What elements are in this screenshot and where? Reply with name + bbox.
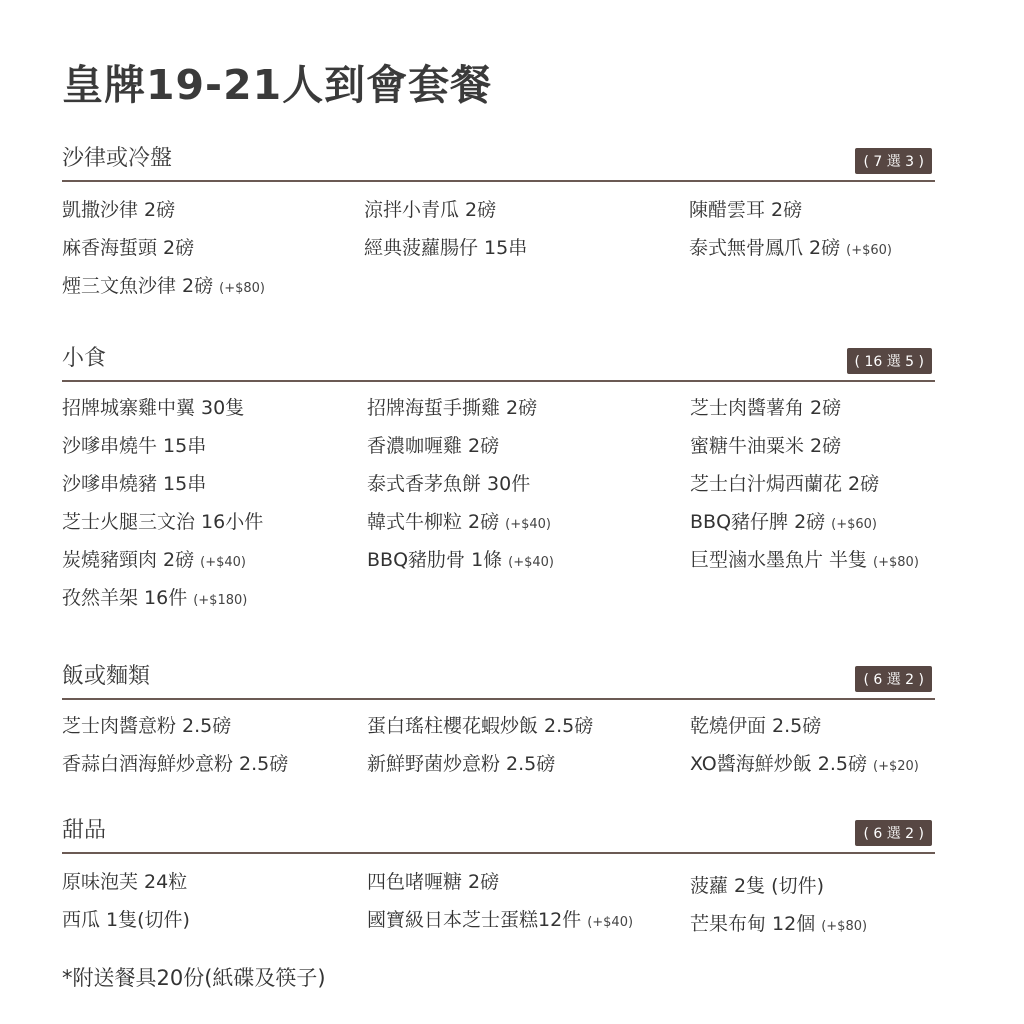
- page-title: 皇牌19-21人到會套餐: [62, 61, 493, 109]
- surcharge: (+$180): [193, 593, 248, 608]
- menu-item: 涼拌小青瓜 2磅: [364, 199, 497, 221]
- surcharge: (+$40): [200, 555, 246, 570]
- menu-item: 泰式香茅魚餅 30件: [367, 473, 531, 495]
- menu-item: 沙嗲串燒牛 15串: [62, 435, 207, 457]
- menu-item: 新鮮野菌炒意粉 2.5磅: [367, 753, 556, 775]
- menu-item: 原味泡芙 24粒: [62, 871, 188, 893]
- menu-item: 經典菠蘿腸仔 15串: [364, 237, 528, 259]
- section-snacks: [62, 340, 935, 609]
- choice-badge: ( 6 選 2 ): [855, 820, 932, 846]
- choice-badge: ( 7 選 3 ): [855, 148, 932, 174]
- section-divider: [62, 180, 935, 182]
- menu-item: BBQ豬肋骨 1條 (+$40): [367, 549, 555, 571]
- menu-item: 巨型滷水墨魚片 半隻 (+$80): [690, 549, 919, 571]
- section-dessert: [62, 812, 935, 935]
- menu-item: 蜜糖牛油粟米 2磅: [690, 435, 842, 457]
- choice-badge: ( 16 選 5 ): [847, 348, 932, 374]
- menu-item: 炭燒豬頸肉 2磅 (+$40): [62, 549, 246, 571]
- menu-item: 香濃咖喱雞 2磅: [367, 435, 500, 457]
- section-divider: [62, 698, 935, 700]
- menu-item: 麻香海蜇頭 2磅: [62, 237, 195, 259]
- menu-item: 西瓜 1隻(切件): [62, 909, 190, 931]
- menu-item: 芒果布甸 12個 (+$80): [690, 913, 868, 935]
- menu-item: 四色啫喱糖 2磅: [367, 871, 500, 893]
- section-divider: [62, 852, 935, 854]
- menu-item: 陳醋雲耳 2磅: [689, 199, 803, 221]
- surcharge: (+$40): [587, 915, 634, 930]
- menu-item: 沙嗲串燒豬 15串: [62, 473, 207, 495]
- menu-item: 煙三文魚沙律 2磅 (+$80): [62, 275, 265, 297]
- menu-item: XO醬海鮮炒飯 2.5磅 (+$20): [690, 753, 919, 775]
- menu-item: BBQ豬仔脾 2磅 (+$60): [690, 511, 878, 533]
- surcharge: (+$20): [873, 759, 919, 774]
- footnote: *附送餐具20份(紙碟及筷子): [62, 966, 326, 990]
- menu-item: 菠蘿 2隻 (切件): [690, 875, 824, 897]
- menu-item: 蛋白瑤柱櫻花蝦炒飯 2.5磅: [367, 715, 594, 737]
- section-divider: [62, 380, 935, 382]
- menu-item: 國寶級日本芝士蛋糕12件 (+$40): [367, 909, 634, 931]
- menu-item: 芝士肉醬意粉 2.5磅: [62, 715, 232, 737]
- surcharge: (+$80): [821, 919, 868, 934]
- menu-item: 孜然羊架 16件 (+$180): [62, 587, 248, 609]
- menu-item: 香蒜白酒海鮮炒意粉 2.5磅: [62, 753, 289, 775]
- surcharge: (+$40): [508, 555, 555, 570]
- menu-item: 芝士白汁焗西蘭花 2磅: [690, 473, 880, 495]
- surcharge: (+$60): [831, 517, 878, 532]
- menu-item: 芝士肉醬薯角 2磅: [690, 397, 842, 419]
- surcharge: (+$80): [219, 281, 265, 296]
- menu-item: 招牌城寨雞中翼 30隻: [62, 397, 245, 419]
- section-salad: [62, 140, 935, 297]
- surcharge: (+$40): [505, 517, 551, 532]
- menu-item: 招牌海蜇手撕雞 2磅: [367, 397, 538, 419]
- section-title: 小食: [62, 346, 107, 371]
- menu-item: 凱撒沙律 2磅: [62, 199, 176, 221]
- choice-badge: ( 6 選 2 ): [855, 666, 932, 692]
- section-title: 沙律或冷盤: [62, 146, 173, 171]
- surcharge: (+$80): [873, 555, 919, 570]
- section-title: 甜品: [62, 818, 107, 843]
- menu-item: 泰式無骨鳳爪 2磅 (+$60): [689, 237, 892, 259]
- section-rice-noodles: [62, 658, 935, 775]
- section-title: 飯或麵類: [62, 664, 151, 689]
- menu-item: 韓式牛柳粒 2磅 (+$40): [367, 511, 551, 533]
- menu-item: 乾燒伊面 2.5磅: [690, 715, 822, 737]
- menu-item: 芝士火腿三文治 16小件: [62, 511, 264, 533]
- surcharge: (+$60): [846, 243, 892, 258]
